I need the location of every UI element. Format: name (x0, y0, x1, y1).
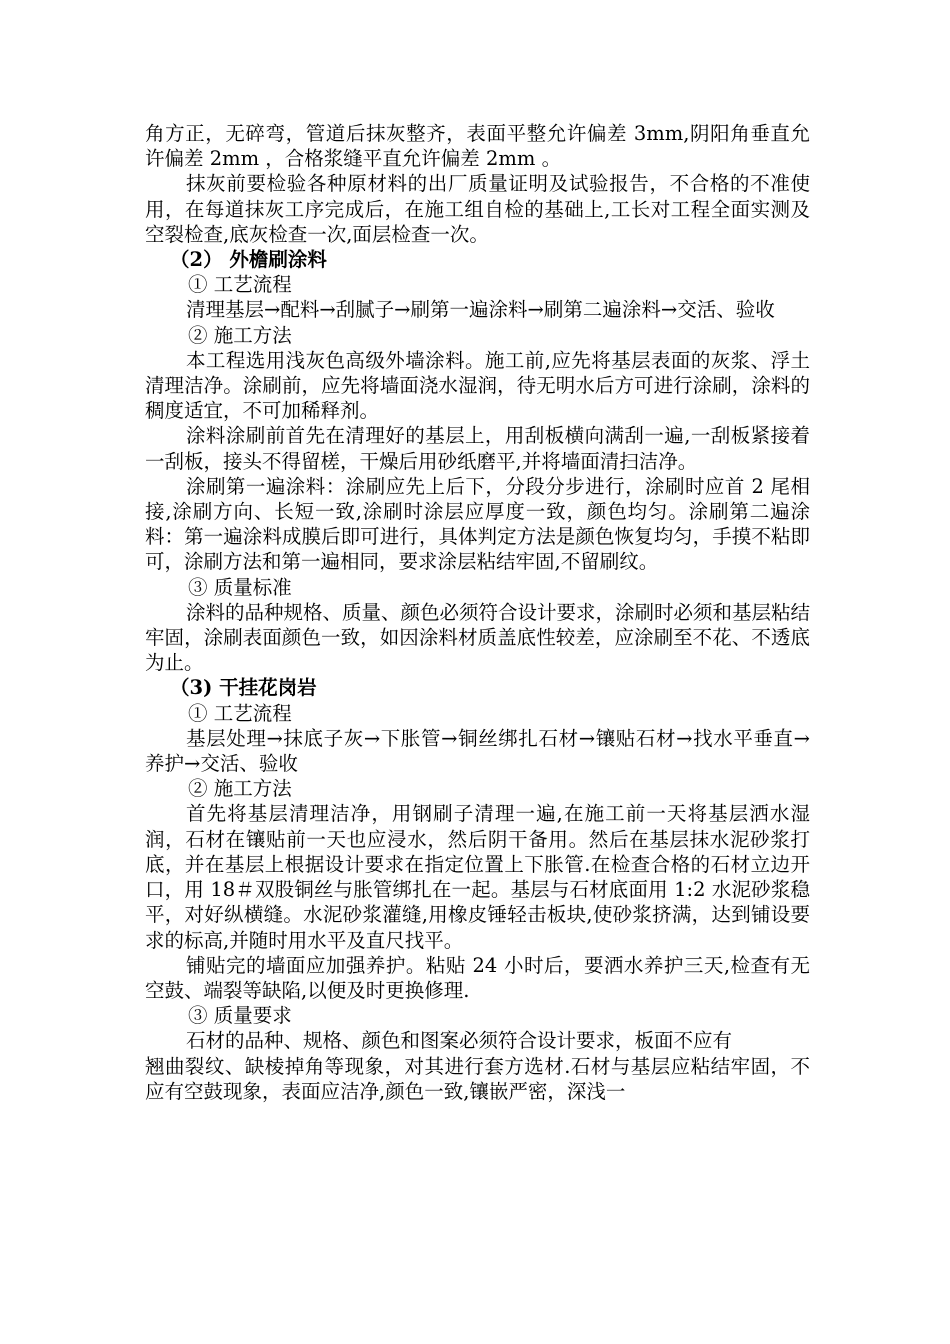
paragraph-plaster-inspection: 抹灰前要检验各种原材料的出厂质量证明及试验报告，不合格的不准使用，在每道抹灰工序完成后，在施工组自检的基础上,工长对工程全面实测及空裂检查,底灰检查一次,面层检查一次。 (145, 172, 810, 246)
subheading-granite-quality: ③ 质量要求 (188, 1004, 292, 1028)
paragraph-coating-process: 清理基层→配料→刮腻子→刷第一遍涂料→刷第二遍涂料→交活、验收 (186, 298, 775, 322)
paragraph-granite-process: 基层处理→抹底子灰→下胀管→铜丝绑扎石材→镶贴石材→找水平垂直→养护→交活、验收 (145, 726, 810, 776)
subheading-process-flow: ① 工艺流程 (188, 273, 292, 297)
paragraph-coating-application: 涂刷第一遍涂料：涂刷应先上后下，分段分步进行，涂刷时应首 2 尾相接,涂刷方向、长短一致,涂刷时涂层应厚度一致，颜色均匀。涂刷第二遍涂料：第一遍涂料成膜后即可进行，具体判定方法是颜色恢复均匀，手摸不粘即可，涂刷方法和第一遍相同，要求涂层粘结牢固,不留刷纹。 (145, 474, 810, 574)
paragraph-granite-quality-1: 石材的品种、规格、颜色和图案必须符合设计要求，板面不应有 (186, 1029, 733, 1053)
subheading-construction-method: ② 施工方法 (188, 323, 292, 347)
paragraph-coating-quality: 涂料的品种规格、质量、颜色必须符合设计要求，涂刷时必须和基层粘结牢固，涂刷表面颜色一致，如因涂料材质盖底性较差，应涂刷至不花、不透底为止。 (145, 600, 811, 675)
subheading-granite-method: ② 施工方法 (188, 777, 292, 801)
section-heading-granite: （3) 干挂花岗岩 (170, 676, 317, 700)
paragraph-coating-putty: 涂料涂刷前首先在清理好的基层上，用刮板横向满刮一遍,一刮板紧接着一刮板，接头不得留槎，干燥后用砂纸磨平,并将墙面清扫洁净。 (145, 424, 810, 473)
subheading-quality-standard: ③ 质量标准 (188, 575, 292, 599)
paragraph-coating-preparation: 本工程选用浅灰色高级外墙涂料。施工前,应先将基层表面的灰浆、浮土清理洁净。涂刷前，应先将墙面浇水湿润，待无明水后方可进行涂刷，涂料的稠度适宜，不可加稀释剂。 (145, 348, 810, 423)
section-heading-exterior-coating: （2） 外檐刷涂料 (170, 248, 327, 272)
paragraph-granite-curing: 铺贴完的墙面应加强养护。粘贴 24 小时后，要洒水养护三天,检查有无空鼓、端裂等缺陷,以便及时更换修理. (145, 953, 810, 1002)
paragraph-granite-quality-2: 翘曲裂纹、缺棱掉角等现象，对其进行套方选材.石材与基层应粘结牢固，不应有空鼓现象，表面应洁净,颜色一致,镶嵌严密，深浅一 (145, 1054, 810, 1103)
paragraph-granite-method: 首先将基层清理洁净，用钢刷子清理一遍,在施工前一天将基层洒水湿润，石材在镶贴前一天也应浸水，然后阴干备用。然后在基层抹水泥砂浆打底，并在基层上根据设计要求在指定位置上下胀管.在检查合格的石材立边开口，用 18＃双股铜丝与胀管绑扎在一起。基层与石材底面用 1:2 水泥砂浆稳平，对好纵横缝。水泥砂浆灌缝,用橡皮锤轻击板块,使砂浆挤满，达到铺设要求的标高,并随时用水平及直尺找平。 (145, 802, 810, 952)
subheading-granite-process-flow: ① 工艺流程 (188, 701, 292, 725)
paragraph-plaster-tolerance: 角方正，无碎弯，管道后抹灰整齐，表面平整允许偏差 3mm,阴阳角垂直允许偏差 2mm ，合格浆缝平直允许偏差 2mm 。 (145, 122, 810, 171)
document-page (145, 121, 810, 1104)
